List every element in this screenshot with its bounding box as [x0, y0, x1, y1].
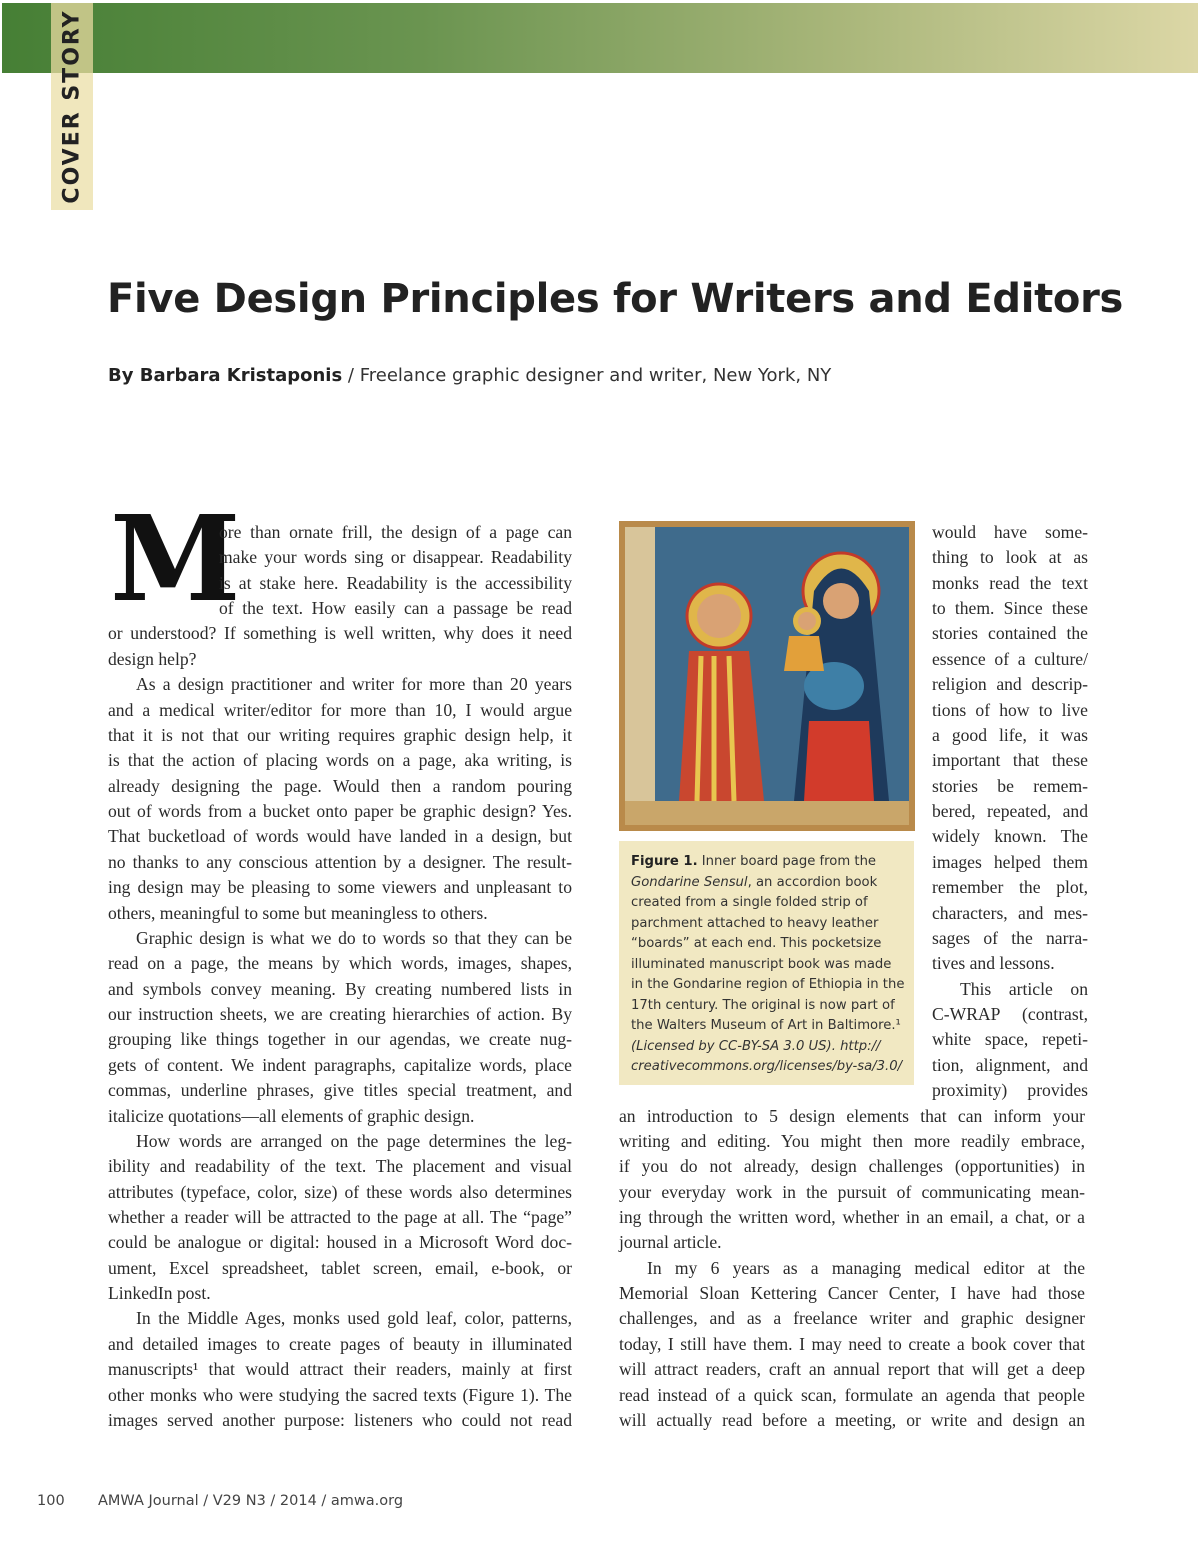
text-line: essence of a culture/ [932, 648, 1088, 669]
text-line: In the Middle Ages, monks used gold leaf, color, patterns, [136, 1308, 572, 1329]
caption-book-title: Gondarine Sensul [631, 874, 748, 890]
text-line: As a design practitioner and writer for more than 20 years [136, 674, 572, 695]
text-line: an introduction to 5 design elements that can inform your [619, 1105, 1085, 1126]
text-line: stories be remem- [932, 775, 1088, 796]
text-line: others, meaningful to some but meaningless to others. [108, 902, 488, 923]
text-line: journal article. [619, 1232, 722, 1253]
figure-illuminated-manuscript [619, 521, 915, 831]
byline-separator: / [342, 365, 360, 386]
text-line: religion and descrip- [932, 674, 1088, 695]
drop-cap: M [110, 489, 241, 628]
text-line: widely known. The [932, 826, 1088, 847]
text-line: sages of the narra- [932, 927, 1088, 948]
text-line: tives and lessons. [932, 953, 1055, 974]
text-line: will attract readers, craft an annual report that will get a deep [619, 1359, 1085, 1380]
section-label [51, 3, 93, 210]
text-line: that it is not that our writing requires graphic design help, it [108, 724, 572, 745]
text-line: manuscripts¹ that would attract their readers, mainly at first [108, 1359, 572, 1380]
text-line: our instruction sheets, we are creating hierarchies of action. By [108, 1004, 572, 1025]
text-line: challenges, and as a freelance writer and graphic designer [619, 1308, 1085, 1329]
text-line: In my 6 years as a managing medical editor at the [647, 1257, 1085, 1278]
text-line: a good life, it was [932, 724, 1088, 745]
text-line: monks read the text [932, 572, 1088, 593]
text-line: would have some- [932, 522, 1088, 542]
text-line: no thanks to any conscious attention by a designer. The result- [108, 851, 572, 872]
text-line: already designing the page. Would then a random pouring [108, 775, 572, 796]
text-line: attributes (typeface, color, size) of these words also determines [108, 1181, 572, 1202]
text-line: to them. Since these [932, 598, 1088, 619]
text-line: ument, Excel spreadsheet, tablet screen, email, e-book, or [108, 1257, 572, 1278]
figure-caption [619, 841, 914, 1085]
text-line: images helped them [932, 851, 1088, 872]
author-name: By Barbara Kristaponis [108, 365, 343, 386]
text-line: whether a reader will be attracted to the page at all. The “page” [108, 1206, 572, 1227]
text-line: That bucketload of words would have landed in a design, but [108, 826, 572, 847]
caption-text: Inner board page from the [697, 854, 877, 869]
section-label-text: COVER STORY [59, 9, 85, 204]
text-line: characters, and mes- [932, 902, 1088, 923]
text-line: LinkedIn post. [108, 1283, 211, 1304]
text-line: design help? [108, 648, 197, 669]
article-title: Five Design Principles for Writers and Editors [107, 276, 1124, 322]
text-line: important that these [932, 750, 1088, 771]
text-line: if you do not already, design challenges (opportunities) in [619, 1156, 1085, 1177]
text-line: other monks who were studying the sacred texts (Figure 1). The [108, 1384, 572, 1405]
text-line: stories contained the [932, 623, 1088, 644]
text-line: white space, repeti- [932, 1029, 1088, 1050]
text-line: commas, underline phrases, give titles special treatment, and [108, 1080, 572, 1101]
text-line: read on a page, the means by which words, images, shapes, [108, 953, 572, 974]
text-line: of the text. How easily can a passage be read [219, 598, 572, 619]
caption-license: (Licensed by CC-BY-SA 3.0 US). http:// creativecommons.org/licenses/by-sa/3.0/ [631, 1038, 903, 1074]
text-line: How words are arranged on the page determines the leg- [136, 1130, 572, 1151]
text-line: images served another purpose: listeners who could not read [108, 1409, 572, 1430]
text-line: ibility and readability of the text. The placement and visual [108, 1156, 572, 1177]
byline [108, 365, 831, 386]
text-line: is at stake here. Readability is the accessibility [219, 572, 572, 593]
text-line: gets of content. We indent paragraphs, capitalize words, place [108, 1054, 572, 1075]
author-role: Freelance graphic designer and writer, New York, NY [359, 365, 832, 386]
text-line: bered, repeated, and [932, 801, 1088, 822]
text-line: is that the action of placing words on a page, aka writing, is [108, 750, 572, 771]
text-line: writing and editing. You might then more readily embrace, [619, 1130, 1085, 1151]
text-line: read instead of a quick scan, formulate an agenda that people [619, 1384, 1085, 1405]
text-line: Memorial Sloan Kettering Cancer Center, I have had those [619, 1283, 1085, 1304]
text-line: remember the plot, [932, 877, 1088, 898]
text-line: tion, alignment, and [932, 1054, 1088, 1075]
text-line: italicize quotations—all elements of graphic design. [108, 1105, 475, 1126]
text-line: and symbols convey meaning. By creating numbered lists in [108, 978, 572, 999]
text-line: out of words from a bucket onto paper be graphic design? Yes. [108, 801, 572, 822]
text-line: C-WRAP (contrast, [932, 1004, 1088, 1025]
text-line: make your words sing or disappear. Readability [219, 547, 572, 568]
page-number: 100 [37, 1493, 65, 1509]
figure-label: Figure 1. [631, 854, 698, 869]
text-line: could be analogue or digital: housed in a Microsoft Word doc- [108, 1232, 572, 1253]
text-line: today, I still have them. I may need to create a book cover that [619, 1333, 1085, 1354]
text-line: ing through the written word, whether in an email, a chat, or a [619, 1206, 1085, 1227]
text-line: Graphic design is what we do to words so that they can be [136, 927, 572, 948]
text-line: thing to look at as [932, 547, 1088, 568]
text-line: grouping like things together in our agendas, we create nug- [108, 1029, 572, 1050]
text-line: and detailed images to create pages of beauty in illuminated [108, 1333, 572, 1354]
caption-text-cont: , an accordion book created from a single folded strip of parchment attached to heavy leather “boards” at each end. This pocketsize illuminated manuscript book was made in the Gondarine region of Ethiopia in the 17th century. The original is now part of the Walters Museum of Art in Baltimore.¹ [631, 874, 905, 1033]
text-line: ore than ornate frill, the design of a page can [219, 522, 572, 542]
text-line: ing design may be pleasing to some viewers and unpleasant to [108, 877, 572, 898]
text-line: proximity) provides [932, 1080, 1088, 1101]
text-line: and a medical writer/editor for more than 10, I would argue [108, 699, 572, 720]
footer-publication: AMWA Journal / V29 N3 / 2014 / amwa.org [98, 1493, 404, 1509]
text-line: will actually read before a meeting, or write and design an [619, 1409, 1085, 1430]
text-line: your everyday work in the pursuit of communicating mean- [619, 1181, 1085, 1202]
header-banner [2, 3, 1198, 73]
text-line: tions of how to live [932, 699, 1088, 720]
text-line: This article on [960, 978, 1088, 999]
text-line: or understood? If something is well written, why does it need [108, 623, 572, 644]
